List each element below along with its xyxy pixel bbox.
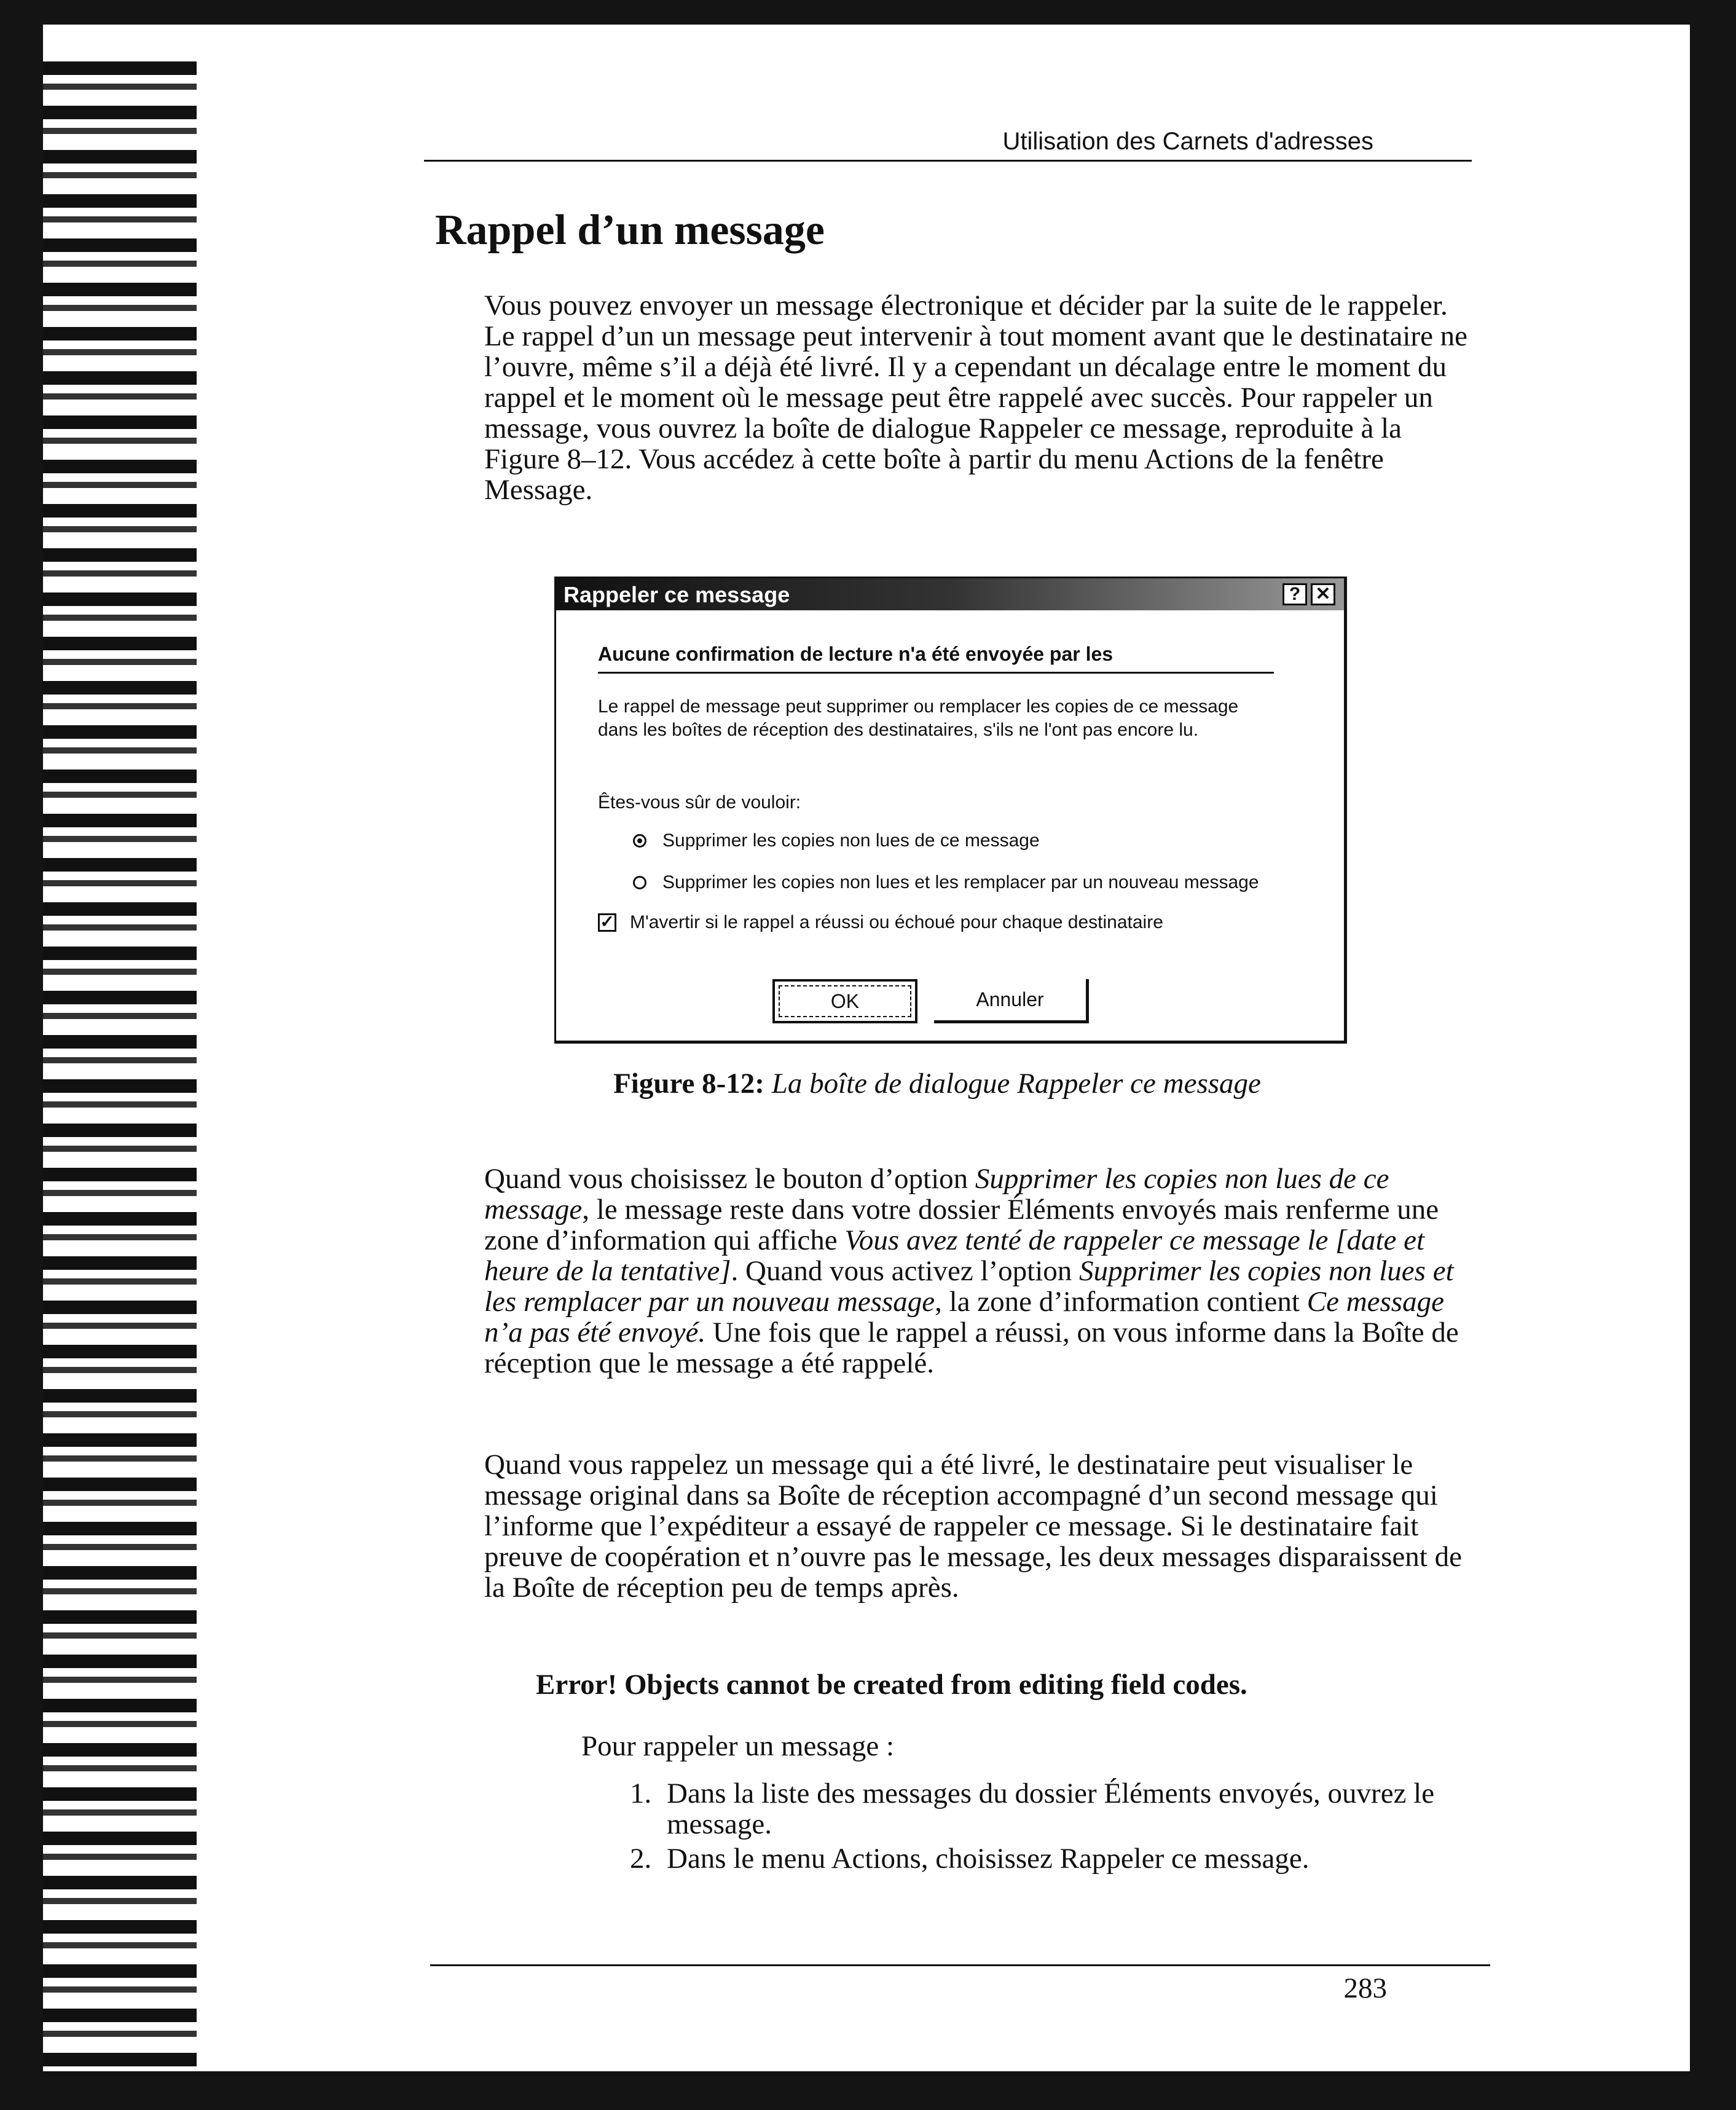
option-delete-unread-label: Supprimer les copies non lues de ce message xyxy=(662,830,1040,851)
option-delete-replace[interactable] xyxy=(633,872,1259,893)
close-icon[interactable]: ✕ xyxy=(1311,583,1335,605)
figure-caption-text: La boîte de dialogue Rappeler ce message xyxy=(771,1068,1261,1100)
option-delete-unread[interactable] xyxy=(633,830,1040,851)
step-text: Dans la liste des messages du dossier Éléments envoyés, ouvrez le message. xyxy=(667,1777,1435,1840)
delivered-paragraph-text: Quand vous rappelez un message qui a été livré, le destinataire peut visualiser le message original dans sa Boîte de réception accompagné d’un second message qui l’informe que l’expéditeur a essayé de rappeler ce message. Si le destinataire fait preuve de coopération et n’ouvre pas le message, les deux messages disparaissent de la Boîte de réception peu de temps après. xyxy=(484,1449,1462,1604)
step-text: Dans le menu Actions, choisissez Rappeler ce message. xyxy=(667,1843,1310,1875)
figure-caption xyxy=(43,1067,1690,1100)
running-header: Utilisation des Carnets d'adresses xyxy=(1002,128,1373,155)
spiral-binding xyxy=(43,61,197,2071)
radio-selected-icon[interactable] xyxy=(633,834,646,848)
step-number: 2. xyxy=(630,1843,652,1875)
procedure-lead: Pour rappeler un message : xyxy=(581,1730,895,1762)
para2-italic-2: Vous avez tenté de rappeler ce message le [date et heure de la tentative] xyxy=(484,1224,1425,1287)
checkbox-checked-icon[interactable]: ✓ xyxy=(598,913,616,932)
procedure-step xyxy=(630,1778,1478,1840)
para2-text-2: , le message reste dans votre dossier Éléments envoyés mais renferme une zone d’information qui affiche xyxy=(484,1194,1439,1256)
explanation-paragraph xyxy=(484,1163,1483,1379)
intro-paragraph-text: Vous pouvez envoyer un message électronique et décider par la suite de le rappeler. Le rappel d’un un message peut intervenir à tout moment avant que le destinataire ne l’ouvre, même s’il a déjà été livré. Il y a cependant un décalage entre le moment du rappel et le moment où le message peut être rappelé avec succès. Pour rappeler un message, vous ouvrez la boîte de dialogue Rappeler ce message, reproduite à la Figure 8–12. Vous accédez à cette boîte à partir du menu Actions de la fenêtre Message. xyxy=(484,289,1468,506)
dialog-description: Le rappel de message peut supprimer ou remplacer les copies de ce message dans les boîtes de réception des destinataires, s'ils ne l'ont pas encore lu. xyxy=(598,696,1239,740)
cancel-button[interactable]: Annuler xyxy=(934,979,1089,1023)
notify-checkbox-row[interactable] xyxy=(598,912,1163,933)
delivered-paragraph xyxy=(484,1449,1483,1603)
para2-text-4: , la zone d’information contient xyxy=(935,1286,1307,1318)
para2-italic-3: Supprimer les copies non lues et les remplacer par un nouveau message xyxy=(484,1255,1454,1318)
figure-label: Figure 8-12: xyxy=(613,1068,764,1100)
dialog-title: Rappeler ce message xyxy=(564,582,790,607)
para2-text-5: Une fois que le rappel a réussi, on vous informe dans la Boîte de réception que le message a été rappelé. xyxy=(484,1317,1459,1379)
field-code-error: Error! Objects cannot be created from editing field codes. xyxy=(536,1669,1247,1701)
procedure-steps xyxy=(630,1778,1478,1878)
ok-button[interactable]: OK xyxy=(772,979,917,1023)
para2-italic-1: Supprimer les copies non lues de ce message xyxy=(484,1163,1389,1226)
step-number: 1. xyxy=(630,1777,652,1809)
dialog-question: Êtes-vous sûr de vouloir: xyxy=(598,792,801,813)
footer-rule xyxy=(430,1964,1490,1966)
page-number: 283 xyxy=(1343,1972,1387,2004)
dialog-subject-line: Aucune confirmation de lecture n'a été envoyée par les xyxy=(598,643,1274,674)
help-icon[interactable]: ? xyxy=(1282,583,1307,605)
para2-text-1: Quand vous choisissez le bouton d’option xyxy=(484,1163,975,1195)
intro-paragraph xyxy=(484,290,1483,505)
dialog-titlebar xyxy=(556,578,1344,610)
notify-checkbox-label: M'avertir si le rappel a réussi ou échoué pour chaque destinataire xyxy=(630,912,1163,932)
book-page xyxy=(43,25,1690,2071)
radio-unselected-icon[interactable] xyxy=(633,876,646,889)
section-heading: Rappel d’un message xyxy=(435,207,825,254)
recall-dialog-figure xyxy=(554,577,1347,1044)
option-delete-replace-label: Supprimer les copies non lues et les remplacer par un nouveau message xyxy=(662,872,1259,892)
para2-text-3: . Quand vous activez l’option xyxy=(731,1255,1080,1287)
procedure-step xyxy=(630,1843,1478,1874)
para2-italic-4: Ce message n’a pas été envoyé. xyxy=(484,1286,1444,1348)
header-rule xyxy=(424,160,1472,162)
